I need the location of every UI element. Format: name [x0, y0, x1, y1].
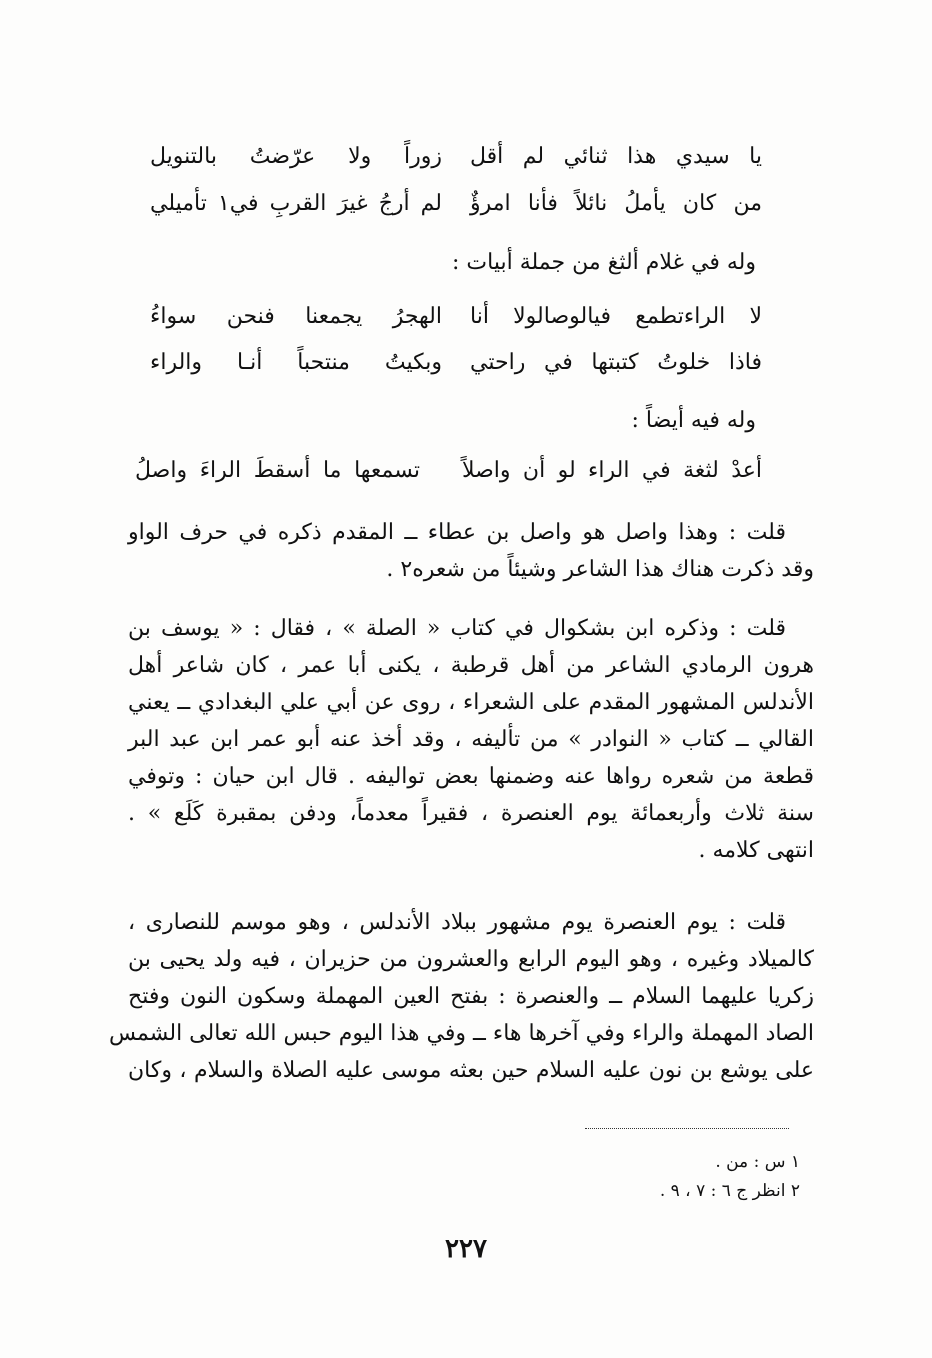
paragraph-line: وقد ذكرت هناك هذا الشاعر وشيئاً من شعره٢ . [386, 557, 814, 582]
page-number: ٢٢٧ [445, 1234, 487, 1264]
paragraph-line: هرون الرمادي الشاعر من أهل قرطبة ، يكنى أبا عمر ، كان شاعر أهل [128, 653, 814, 678]
verse-1-first-hemistich: يا سيدي هذا ثنائي لم أقل [470, 144, 762, 169]
paragraph-line: قلت : وهذا واصل هو واصل بن عطاء ــ المقدم ذكره في حرف الواو [128, 520, 786, 545]
verse-5-second-hemistich: تسمعها ما أسقطَ الراءَ واصلُ [135, 458, 420, 483]
verse-line-3 [150, 304, 762, 342]
verse-4-second-hemistich: وبكيتُ منتحباً أنـا والراء [150, 350, 442, 375]
paragraph-line: انتهى كلامه . [698, 838, 814, 863]
verse-intro-2: وله فيه أيضاً : [631, 408, 756, 433]
verse-2-first-hemistich: من كان يأملُ نائلاً فأنا امرؤٌ [470, 191, 762, 216]
verse-1-second-hemistich: زوراً ولا عرّضتُ بالتنويل [150, 144, 442, 169]
verse-4-first-hemistich: فاذا خلوتُ كتبتها في راحتي [470, 350, 762, 375]
verse-3-first-hemistich: لا الراءتطمع فيالوصالولا أنا [470, 304, 762, 329]
paragraph-line: قلت : يوم العنصرة يوم مشهور ببلاد الأندلس ، وهو موسم للنصارى ، [128, 910, 786, 935]
footnote-1: ١ س : من . [715, 1152, 800, 1172]
paragraph-line: الصاد المهملة والراء وفي آخرها هاء ــ وفي هذا اليوم حبس الله تعالى الشمس [108, 1021, 814, 1046]
verse-5-first-hemistich: أعدْ لثغة في الراء لو أن واصلاً [462, 458, 762, 483]
paragraph-line: قطعة من شعره رواها عنه وضمنها بعض تواليفه . قال ابن حيان : وتوفي [128, 764, 814, 789]
paragraph-line: الأندلس المشهور المقدم على الشعراء ، روى عن أبي علي البغدادي ــ يعني [128, 690, 814, 715]
footnote-separator [585, 1128, 789, 1129]
paragraph-ibn-bashkuwal [128, 610, 814, 869]
footnote-2: ٢ انظر ج ٦ : ٧ ، ٩ . [659, 1181, 800, 1201]
verse-3-second-hemistich: الهجرُ يجمعنا فنحن سواءُ [150, 304, 442, 329]
verse-line-1 [150, 144, 762, 182]
verse-intro-1: وله في غلام ألثغ من جملة أبيات : [452, 250, 756, 275]
verse-2-second-hemistich: لم أرجُ غيرَ القربِ في١ تأميلي [150, 191, 442, 216]
paragraph-line: سنة ثلاث وأربعمائة يوم العنصرة ، فقيراً معدماً، ودفن بمقبرة كَلَع » . [128, 801, 814, 826]
paragraph-ansara [108, 904, 814, 1089]
paragraph-line: زكريا عليهما السلام ــ والعنصرة : بفتح العين المهملة وسكون النون وفتح [128, 984, 814, 1009]
paragraph-line: قلت : وذكره ابن بشكوال في كتاب « الصلة » ، فقال : « يوسف بن [128, 616, 786, 641]
verse-line-5 [135, 458, 762, 496]
paragraph-line: القالي ــ كتاب « النوادر » من تأليفه ، وقد أخذ عنه أبو عمر ابن عبد البر [128, 727, 814, 752]
verse-line-2 [150, 191, 762, 229]
verse-line-4 [150, 350, 762, 388]
paragraph-line: على يوشع بن نون عليه السلام حين بعثه موسى عليه الصلاة والسلام ، وكان [128, 1058, 814, 1083]
paragraph-wasil [128, 514, 814, 588]
paragraph-line: كالميلاد وغيره ، وهو اليوم الرابع والعشرون من حزيران ، فيه ولد يحيى بن [128, 947, 814, 972]
